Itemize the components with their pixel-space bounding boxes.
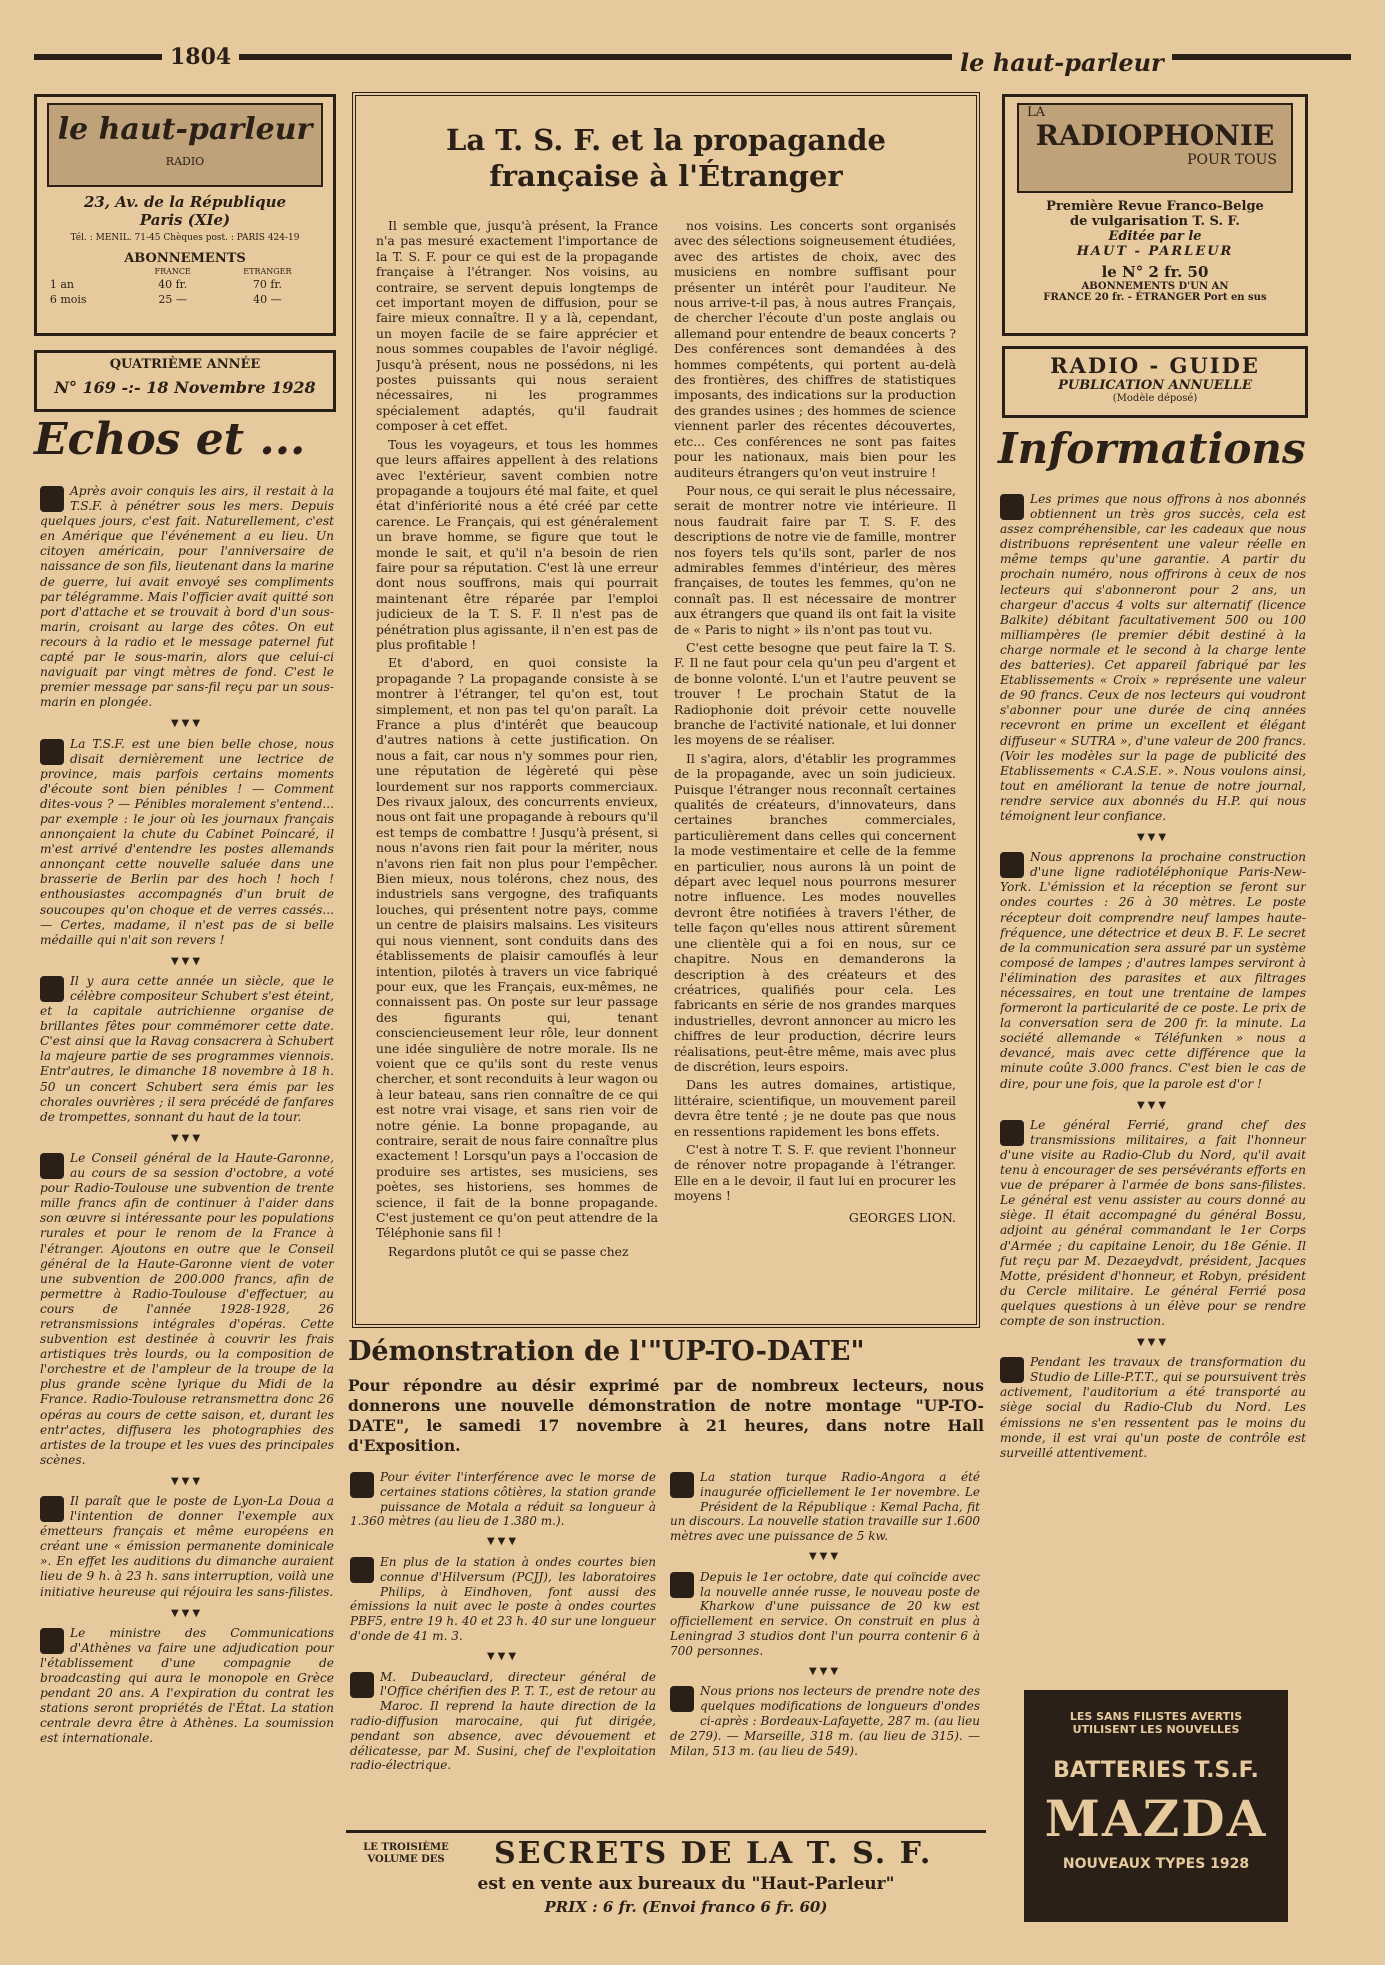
informations-heading: Informations [998,424,1306,473]
article-paragraph: Regardons plutôt ce qui se passe chez [388,1243,629,1259]
echo-item: Le ministre des Communications d'Athènes va faire une adjudication pour l'établissement d'une compagnie de broadcasting qui aura le monopole en Grèce pendant 20 ans. A l'expiration du contrat les stations seront propriétés de l'État. La station centrale devra être à Athènes. La soumission est internationale. [40,1625,334,1746]
article-paragraph: Il semble que, jusqu'à présent, la France n'a pas mesuré exactement l'importance de la T. S. F. pour ce qui est de la propagande française à l'étranger. Nos voisins, au contraire, se servent depuis longtemps de cet important moyen de diffusion, pour se faire mieux connaître. Il y a là, cependant, un moyen facile de se faire apprécier et nous sommes coupables de l'avoir négligé. Jusqu'à présent, nous ne possédons, ni les postes puissants qui nous seraient nécessaires, ni les programmes spécialement adaptés, qu'il faudrait composer à cet effet. [376,218,658,434]
mazda-line: UTILISENT LES NOUVELLES [1072,1723,1240,1736]
radiophonie-subs: ABONNEMENTS D'UN AN [1081,281,1229,292]
loudspeaker-icon [350,1472,374,1498]
informations-column [1000,492,1306,1667]
secrets-line: est en vente aux bureaux du "Haut-Parleur" [477,1874,895,1894]
separator: ▼▼▼ [1136,832,1170,844]
article-paragraph: Pour nous, ce qui serait le plus nécessaire, serait de montrer notre vie intérieure. Il nous faudrait faire par T. S. F. des descriptions de notre vie de famille, montrer nos foyers tels qu'ils sont, parler de nos admirables femmes d'intérieur, des mères françaises, de toutes les femmes, qu'on ne connaît pas. Il est nécessaire de montrer aux étrangers que quand ils ont fait la visite de « Paris to night » ils n'ont pas tout vu. [674,482,956,637]
article-paragraph: C'est cette besogne que peut faire la T. S. F. Il ne faut pour cela qu'un peu d'argent et de bonne volonté. L'un et l'autre peuvent se trouver ! Le prochain Statut de la Radiophonie doit prévoir cette nouvelle branche de l'activité nationale, et lui donner les moyens de se réaliser. [674,639,956,748]
echos-column [40,484,334,1914]
info-item: Les primes que nous offrons à nos abonnés obtiennent un très gros succès, cela est assez compréhensible, car les cadeaux que nous distribuons représentent une valeur réelle en même temps qu'une garantie. A partir du prochain numéro, nous offrirons à ceux de nos lecteurs qui s'abonneront pour 2 ans, un chargeur d'accus 4 volts sur alternatif (licence Balkite) débitant facultativement 500 ou 100 milliampères (le premier débit destiné à la charge normale et le second à la charge lente des batteries). Cet appareil fabriqué par les Etablissements « Croix » représente une valeur de 90 francs. Ceux de nos lecteurs qui voudront s'abonner pour une durée de cinq années recevront en prime un excellent et élégant diffuseur « SUTRA », d'une valeur de 200 francs. (Voir les modèles sur la page de publicité des Etablissements « C.A.S.E. ». Nous voulons ainsi, tout en améliorant la tenue de notre journal, rendre service aux abonnés du H.P. qui nous témoignent leur confiance. [1000,492,1306,823]
radio-guide-title: RADIO - GUIDE [1050,353,1260,378]
separator: ▼▼▼ [808,1550,842,1562]
mazda-brand: MAZDA [1044,1789,1268,1848]
masthead-contact: Tél. : MENIL. 71-45 Chèques post. : PARIS 424-19 [70,233,300,243]
news-item: En plus de la station à ondes courtes bien connue d'Hilversum (PCJJ), les laboratoires Philips, à Eindhoven, font aussi des émissions la nuit avec le poste à ondes courtes PBF5, entre 19 h. 40 et 23 h. 40 sur une longueur d'onde de 41 m. 3. [350,1554,656,1643]
mazda-line: NOUVEAUX TYPES 1928 [1062,1856,1250,1872]
masthead-address: 23, Av. de la République [83,193,287,211]
echo-item: Le Conseil général de la Haute-Garonne, au cours de sa session d'octobre, a voté pour Radio-Toulouse une subvention de trente mille francs afin de continuer à l'aider dans son œuvre si intéressante pour les populations rurales et pour le renom de la France à l'étranger. Ajoutons en outre que le Conseil général de la Haute-Garonne vient de voter une subvention de 200.000 francs, afin de permettre à Radio-Toulouse d'effectuer, au cours de l'année 1928-1928, 26 retransmissions intégrales d'opéras. Cette subvention est destinée à couvrir les frais artistiques très lourds, ou la composition de l'orchestre et de l'ampleur de la troupe de la plus grande scène lyrique du Midi de la France. Radio-Toulouse retransmettra donc 26 opéras au cours de cette saison, et, durant les entr'actes, diffusera les photographies des artistes de la troupe et les vues des principales scènes. [40,1150,334,1467]
info-item: Le général Ferrié, grand chef des transmissions militaires, a fait l'honneur d'une visite au Radio-Club du Nord, qu'il avait tenu à encourager de ses persévérants efforts en vue de préparer à l'armée de bons sans-filistes. Le général est venu assister au cours donné au siège. Il était accompagné du général Bossu, adjoint au général commandant le 1er Corps d'Armée ; du capitaine Lenoir, du 18e Génie. Il fut reçu par M. Dezaeydvdt, président, Jacques Motte, président d'honneur, et Robyn, président du Cercle militaire. Le général Ferrié posa quelques questions à un élève pour se rendre compte de son instruction. [1000,1117,1306,1328]
radio-guide-sub: PUBLICATION ANNUELLE [1058,378,1252,393]
radiophonie-desc: de vulgarisation T. S. F. [1070,214,1240,229]
separator: ▼▼▼ [486,1536,520,1548]
radiophonie-logo: LA RADIOPHONIE POUR TOUS [1017,103,1293,193]
news-item: Depuis le 1er octobre, date qui coïncide avec la nouvelle année russe, le nouveau poste de Kharkow d'une puissance de 20 kw est officiellement en service. On construit en plus à Leningrad 3 studios dont l'un pourra contenir 6 à 700 personnes. [670,1569,980,1658]
subs-table: FRANCE ETRANGER 1 an 40 fr. 70 fr. 6 mois 25 — 40 — [49,267,292,306]
loudspeaker-icon [350,1672,374,1698]
separator: ▼▼▼ [1136,1099,1170,1111]
article-paragraph: Il s'agira, alors, d'établir les programmes de la propagande, avec un soin judicieux. Puisque l'étranger nous reconnaît certaines qualités de créateurs, d'innovateurs, dans certaines branches commerciales, particulièrement dans celles qui concernent la mode vestimentaire et celle de la femme en particulier, nous aurons là un point de départ avec lequel nous pourrons mesurer notre influence. Les modes nouvelles devront être notifiées à travers l'éther, de telle façon qu'elles nous attirent sûrement une clientèle qui a foi en nous, sur ce chapitre. Nous en demanderons la description à des créateurs et des créatrices, qualifiés pour cela. Les fabricants en série de nos grandes marques industrielles, devront annoncer au micro les chiffres de leur production, décrire leurs réalisations, peut-être même, mais avec plus de discrétion, leurs espoirs. [674,750,956,1074]
haut-parleur-logo: le haut-parleur RADIO [47,103,323,187]
loudspeaker-icon [40,739,64,765]
radio-guide-note: (Modèle déposé) [1112,393,1198,404]
radiophonie-desc: Première Revue Franco-Belge [1046,199,1264,214]
radiophonie-price: le N° 2 fr. 50 [1101,263,1209,281]
article-paragraph: Tous les voyageurs, et tous les hommes que leurs affaires appellent à des relations avec l'extérieur, savent combien notre propagande a toujours été mal faite, et quel état d'infériorité nous a été créé par cette carence. Le Français, qui est généralement un brave homme, se figure que tout le monde le sait, et qu'il n'a besoin de rien faire pour sa réputation. C'est là une erreur dont nous souffrons, mais qui pourrait maintenant être réparée par l'emploi judicieux de la T. S. F. Il n'est pas de pénétration plus agissante, il n'en est pas de plus profitable ! [376,436,658,652]
news-column-right [670,1470,980,1790]
loudspeaker-icon [1000,494,1024,520]
masthead-box [34,94,336,336]
loudspeaker-icon [40,1496,64,1522]
masthead-city: Paris (XIe) [139,211,231,229]
separator: ▼▼▼ [170,718,204,730]
issue-number: N° 169 -:- 18 Novembre 1928 [54,378,316,397]
article-box [352,92,980,1328]
loudspeaker-icon [40,1628,64,1654]
loudspeaker-icon [40,1153,64,1179]
radiophonie-subs-detail: FRANCE 20 fr. - ÉTRANGER Port en sus [1043,292,1267,303]
issue-box [34,350,336,412]
journal-name: le haut-parleur [952,48,1172,77]
secrets-pre: LE TROISIÈME VOLUME DES [363,1842,449,1865]
separator: ▼▼▼ [1136,1337,1170,1349]
article-title: La T. S. F. et la propagande française à l'Étranger [446,123,886,193]
loudspeaker-icon [40,486,64,512]
separator: ▼▼▼ [808,1665,842,1677]
news-column-left [350,1470,656,1790]
issue-year: QUATRIÈME ANNÉE [109,357,261,372]
radio-guide-box [1002,346,1308,418]
news-item: La station turque Radio-Angora a été inaugurée officiellement le 1er novembre. Le Président de la République : Kemal Pacha, fit un discours. La nouvelle station travaille sur 1.600 mètres avec une puissance de 5 kw. [670,1470,980,1544]
loudspeaker-icon [670,1686,694,1712]
loudspeaker-icon [40,976,64,1002]
loudspeaker-icon [350,1557,374,1583]
separator: ▼▼▼ [170,955,204,967]
secrets-title: SECRETS DE LA T. S. F. [494,1836,933,1871]
separator: ▼▼▼ [486,1650,520,1662]
separator: ▼▼▼ [170,1475,204,1487]
radiophonie-desc: Editée par le [1108,229,1202,244]
info-item: Nous apprenons la prochaine construction d'une ligne radiotéléphonique Paris-New-York. L'émission et la réception se feront sur ondes courtes : 26 à 30 mètres. Le poste récepteur doit comprendre neuf lampes haute-fréquence, une détectrice et deux B. F. Le secret de la communication sera assuré par un système composé de lampes ; d'autres lampes serviront à l'élimination des parasites et aux filtrages nécessaires, en tout une trentaine de lampes formeront la particularité de ce poste. Le prix de la conversation sera de 200 fr. la minute. La société allemande « Téléfunken » nous a devancé, mais avec cette différence que la minute coûte 3.000 francs. C'est bien le cas de dire, pour une fois, que la parole est d'or ! [1000,850,1306,1091]
loudspeaker-icon [670,1572,694,1598]
secrets-price: PRIX : 6 fr. (Envoi franco 6 fr. 60) [544,1898,828,1916]
separator: ▼▼▼ [170,1132,204,1144]
article-paragraph: Dans les autres domaines, artistique, littéraire, scientifique, un mouvement pareil devra être tenté ; je ne doute pas que nous en ressentions rapidement les bons effets. [674,1077,956,1139]
loudspeaker-icon [1000,1357,1024,1383]
loudspeaker-icon [1000,1120,1024,1146]
subs-title: ABONNEMENTS [124,251,246,266]
demo-text: Pour répondre au désir exprimé par de nombreux lecteurs, nous donnerons une nouvelle démonstration de notre montage "UP-TO-DATE", le samedi 17 novembre à 21 heures, dans notre Hall d'Exposition. [348,1376,984,1455]
echo-item: Il y aura cette année un siècle, que le célèbre compositeur Schubert s'est éteint, et la capitale autrichienne organise de brillantes fêtes pour commémorer cette date. C'est ainsi que la Ravag consacrera à Schubert la majeure partie de ses programmes viennois. Entr'autres, le dimanche 18 novembre à 18 h. 50 un concert Schubert sera émis par les chorales ouvrières ; il sera précédé de fanfares de trompettes, sonnant du haut de la tour. [40,973,334,1124]
article-paragraph: C'est à notre T. S. F. que revient l'honneur de rénover notre propagande à l'étranger. Elle en a le devoir, il faut lui en procurer les moyens ! [674,1141,956,1204]
echo-item: Il paraît que le poste de Lyon-La Doua a l'intention de donner l'exemple aux émetteurs français et même européens en créant une « émission permanente dominicale ». En effet les auditions du dimanche auraient lieu de 9 h. à 23 h. sans interruption, voilà une initiative heureuse qui réjouira les sans-filistes. [40,1494,334,1599]
info-item: Pendant les travaux de transformation du Studio de Lille-P.T.T., qui se poursuivent très activement, l'auditorium a été transporté au siège social du Radio-Club du Nord. Les émissions ne s'en ressentent pas le moins du monde, il est vrai qu'un poste de contrôle est surveillé attentivement. [1000,1355,1306,1460]
secrets-rule [346,1830,986,1833]
mazda-line: LES SANS FILISTES AVERTIS [1069,1710,1243,1723]
mazda-ad [1024,1690,1288,1922]
news-item: Pour éviter l'interférence avec le morse de certaines stations côtières, la station grande puissance de Motala a réduit sa longueur à 1.360 mètres (au lieu de 1.380 m.). [350,1470,656,1529]
article-paragraph: nos voisins. Les concerts sont organisés avec des sélections soigneusement étudiées, avec des artistes de choix, avec des musiciens en nombre suffisant pour présenter un intérêt pour l'auditeur. Ne nous arrive-t-il pas, à nous autres Français, de chercher l'écoute d'un poste anglais ou allemand pour entendre de beaux concerts ? Des conférences sont demandées à des hommes compétents, qui portent au-delà des frontières, des chiffres de statistiques imposants, des indications sur la production des grandes usines ; des hommes de science viennent parler des récentes découvertes, etc... Ces conférences ne sont pas faites pour les nationaux, mais bien pour les auditeurs étrangers qu'on veut instruire ! [674,218,956,480]
echo-item: La T.S.F. est une bien belle chose, nous disait dernièrement une lectrice de province, mais parfois certains moments d'écoute sont bien pénibles ! — Comment dites-vous ? — Pénibles moralement s'entend... par exemple : le jour où les journaux français annonçaient la chute du Cabinet Poincaré, il m'est arrivé d'entendre les postes allemands annonçant cette nouvelle saluée dans une brasserie de Berlin par des hoch ! hoch ! enthousiastes accompagnés d'un bruit de soucoupes qu'on choque et de verres cassés... — Certes, madame, il n'est pas de si belle médaille qui n'ait son revers ! [40,736,334,947]
mazda-line: BATTERIES T.S.F. [1053,1758,1259,1783]
echo-item: Après avoir conquis les airs, il restait à la T.S.F. à pénétrer sous les mers. Depuis quelques jours, c'est fait. Naturellement, c'est en Amérique que l'événement a eu lieu. Un citoyen américain, pour l'anniversaire de naissance de son fils, lieutenant dans la marine de guerre, lui avait envoyé ses compliments par télégramme. Mais l'officier avait quitté son port d'attache et se trouvait à bord d'un sous-marin, croisant au large des côtes. On eut recours à la radio et le message paternel fut capté par le sous-marin, alors que celui-ci naviguait par vingt mètres de fond. C'est le premier message par sans-fil reçu par un sous-marin en plongée. [40,484,334,710]
article-column-right [674,218,956,1318]
radiophonie-box [1002,94,1308,336]
news-item: M. Dubeauclard, directeur général de l'Office chérifien des P. T. T., est de retour au Maroc. Il reprend la haute direction de la radio-diffusion marocaine, qui fut dirigée, pendant son absence, avec dévouement et délicatesse, par M. Susini, chef de l'exploitation radio-électrique. [350,1669,656,1773]
article-column-left [376,218,658,1318]
news-item: Nous prions nos lecteurs de prendre note des quelques modifications de longueurs d'ondes ci-après : Bordeaux-Lafayette, 287 m. (au lieu de 279). — Marseille, 318 m. (au lieu de 315). — Milan, 513 m. (au lieu de 549). [670,1684,980,1758]
loudspeaker-icon [1000,852,1024,878]
echos-heading: Echos et ... [34,414,306,465]
demo-title: Démonstration de l'"UP-TO-DATE" [348,1336,865,1367]
page-number: 1804 [162,44,239,70]
article-paragraph: Et d'abord, en quoi consiste la propagande ? La propagande consiste à se montrer à l'étranger, tel qu'on est, tout simplement, et non pas tel qu'on paraît. La France a plus d'intérêt que beaucoup d'autres nations à cette justification. On nous a fait, car nous n'y sommes pour rien, une réputation de légèreté qui pèse lourdement sur nos rapports commerciaux. Des rivaux jaloux, des concurrents envieux, nous ont fait une propagande à rebours qu'il est temps de combattre ! Jusqu'à présent, si nous n'avons rien fait pour la mériter, nous n'avons rien fait non plus pour l'empêcher. Bien mieux, nous tolérons, chez nous, des industriels sans vergogne, des trafiquants louches, qui présentent notre pays, comme un centre de plaisirs malsains. Les visiteurs qui nous viennent, sont conduits dans des établissements de plaisir camouflés à leur intention, pilotés à travers un vice fabriqué pour eux, que les Français, eux-mêmes, ne connaissent pas. On poste sur leur passage des figurants qui, tenant consciencieusement leur rôle, leur donnent une idée singulière de notre morale. Ils ne voient que ce qu'ils sont du reste venus chercher, et sont reconduits à leur wagon ou à leur bateau, sans rien connaître de ce qui est notre vrai visage, et sans rien voir de notre génie. La bonne propagande, au contraire, serait de nous faire connaître plus exactement ! Lorsqu'un pays a l'occasion de produire ses artistes, ses musiciens, ses poètes, ses historiens, ses hommes de science, il fait de la bonne propagande. C'est justement ce qu'on peut attendre de la Téléphonie sans fil ! [376,655,658,1241]
article-author: GEORGES LION. [848,1209,956,1225]
separator: ▼▼▼ [170,1607,204,1619]
radiophonie-desc: HAUT - PARLEUR [1076,244,1234,259]
loudspeaker-icon [670,1472,694,1498]
